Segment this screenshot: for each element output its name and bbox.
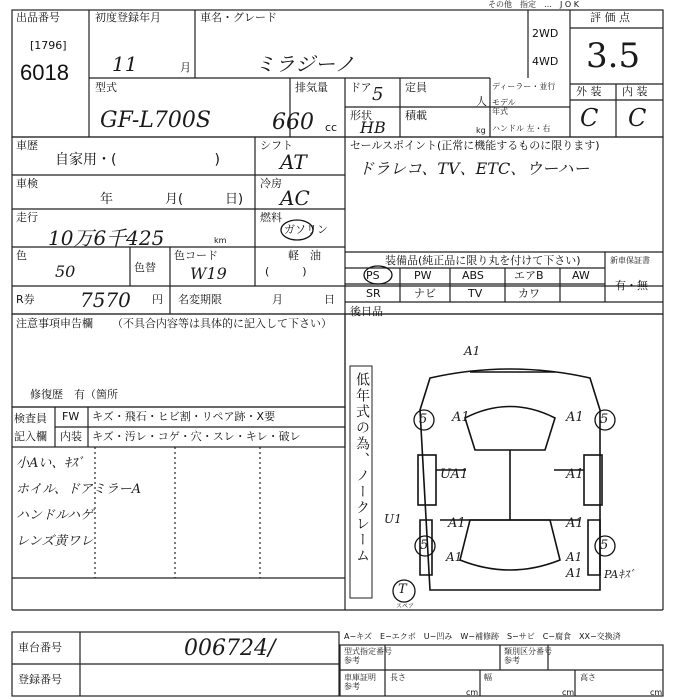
inspection-day: 日) — [225, 192, 244, 207]
notes-sub: （不具合内容等は具体的に記入して下さい） — [112, 317, 332, 330]
equip-abs: ABS — [462, 269, 484, 282]
grade-value: 3.5 — [586, 36, 641, 76]
doors-value: 5 — [372, 84, 384, 105]
name-change-label: 名変期限 — [178, 293, 222, 306]
diagram-mark: 5 — [419, 412, 428, 427]
recycle-label: R券 — [16, 293, 35, 306]
warranty-value: 有・無 — [615, 279, 648, 292]
history-value: 自家用・( ) — [55, 152, 220, 168]
inspector-int-text: キズ・汚レ・コゲ・穴・スレ・キレ・破レ — [92, 430, 301, 443]
inspection-year: 年 — [100, 192, 114, 207]
header-tail: その他 指定 … J O K — [488, 0, 579, 9]
sales-points-label: セールスポイント(正常に機能するものに限ります) — [350, 139, 600, 152]
garage-cert: 車庫証明 参考 — [344, 673, 376, 691]
remark-3: ハンドルハゲ — [16, 508, 94, 523]
inspector-fw: FW — [62, 410, 80, 423]
inspection-month: 月( — [165, 192, 184, 207]
equip-ps: PS — [366, 269, 380, 282]
shape-value: HB — [360, 118, 386, 137]
diagram-mark: 5 — [420, 538, 429, 553]
warranty-label: 新車保証書 — [610, 256, 650, 265]
model-value: GF-L700S — [100, 108, 211, 133]
equip-pw: PW — [414, 269, 432, 282]
displacement-unit: cc — [325, 121, 338, 134]
drive-4wd: 4WD — [532, 55, 559, 68]
model-year-label: モデル 年式 — [492, 98, 516, 116]
capacity-unit: 人 — [476, 95, 487, 108]
lot-number: 6018 — [20, 60, 69, 85]
history-label: 車歴 — [16, 139, 38, 152]
displacement-label: 排気量 — [295, 81, 328, 94]
diagram-mark: A1 — [452, 410, 470, 425]
first-reg-year: 11 — [112, 52, 138, 76]
diagram-mark: 5 — [600, 412, 609, 427]
ac-value: AC — [280, 186, 310, 210]
drive-2wd: 2WD — [532, 27, 559, 40]
cm-unit: cm — [466, 688, 479, 697]
dealer-label: ディーラー・並行 — [492, 82, 556, 91]
shift-value: AT — [280, 150, 307, 174]
inspector-label: 検査員 記入欄 — [14, 412, 47, 443]
mileage-unit: km — [214, 236, 227, 245]
chassis-value: 006724/ — [184, 636, 276, 661]
repair-history: 修復歴 有（箇所 — [30, 388, 118, 401]
diagram-mark: UA1 — [440, 467, 469, 482]
name-change-day: 日 — [324, 293, 335, 306]
cm-unit: cm — [650, 688, 663, 697]
width-label: 幅 — [484, 673, 492, 682]
model-designation: 型式指定番号 参考 — [344, 647, 392, 665]
model-label: 型式 — [95, 81, 117, 94]
inspection-label: 車検 — [16, 177, 38, 190]
diagram-mark: A1 — [566, 410, 584, 425]
load-unit: kg — [476, 126, 486, 135]
fuel-paren: ( ) — [265, 265, 307, 278]
car-name-label: 車名・グレード — [200, 11, 277, 24]
lot-label: 出品番号 — [16, 11, 60, 24]
mileage-value: 10万6千425 — [48, 226, 165, 250]
diagram-mark: U1 — [384, 512, 402, 526]
displacement-value: 660 — [272, 110, 314, 135]
sales-points-value: ドラレコ、TV、ETC、ウーハー — [358, 159, 590, 178]
first-reg-label: 初度登録年月 — [95, 11, 161, 24]
cm-unit: cm — [562, 688, 575, 697]
equipment-label: 装備品(純正品に限り丸を付けて下さい) — [385, 254, 581, 267]
diagram-mark: A1 — [566, 550, 583, 564]
ext-label: 外 装 — [576, 85, 602, 98]
vertical-note: 低年式の為、ノークレーム — [354, 372, 370, 564]
diagram-mark: PAｷｽﾞ — [604, 568, 635, 581]
height-label: 高さ — [580, 673, 596, 682]
diagram-mark: A1 — [566, 566, 583, 580]
chassis-label: 車台番号 — [18, 641, 62, 654]
remark-2: ホイル、ドアミラーA — [16, 482, 141, 497]
diagram-mark: T — [398, 582, 407, 597]
grade-label: 評 価 点 — [590, 11, 630, 24]
diagram-mark: A1 — [446, 550, 463, 564]
color-code-value: W19 — [190, 264, 227, 283]
load-label: 積載 — [405, 109, 427, 122]
shift-label: シフト — [260, 139, 293, 152]
int-value: C — [628, 104, 647, 132]
diagram-mark: 5 — [600, 538, 609, 553]
diagram-mark: A1 — [566, 467, 584, 482]
equip-airbag: エアB — [514, 269, 544, 282]
equip-leather: カワ — [518, 287, 540, 300]
recycle-value: 7570 — [80, 288, 131, 312]
ac-label: 冷房 — [260, 177, 282, 190]
equip-navi: ナビ — [414, 287, 436, 300]
name-change-month: 月 — [272, 293, 283, 306]
color-change-label: 色替 — [134, 261, 156, 274]
fuel-gas: ガソリン — [284, 223, 328, 236]
remark-4: レンズ黄ワレ — [16, 534, 94, 549]
notes-label: 注意事項申告欄 — [16, 317, 93, 330]
remark-1: 小Aい、ｷｽﾞ — [16, 456, 84, 471]
delivery-label: 後日品 — [350, 305, 383, 318]
doors-label: ドア — [350, 81, 372, 94]
diagram-mark: A1 — [464, 344, 481, 358]
car-name-value: ミラジーノ — [255, 52, 355, 76]
color-value: 50 — [55, 262, 76, 281]
color-code-label: 色コード — [174, 249, 218, 262]
lot-sub: [1796] — [30, 39, 67, 52]
legend: A−キズ E−エクボ U−凹み W−補修跡 S−サビ C−腐食 XX−交換済 — [344, 632, 621, 641]
inspector-int: 内装 — [60, 430, 82, 443]
color-label: 色 — [16, 249, 27, 262]
fuel-label: 燃料 — [260, 211, 282, 224]
recycle-unit: 円 — [152, 293, 163, 306]
handle-label: ハンドル 左・右 — [492, 124, 551, 133]
ext-value: C — [580, 104, 599, 132]
mileage-label: 走行 — [16, 211, 38, 224]
inspector-fw-text: キズ・飛石・ヒビ割・リペア跡・X要 — [92, 410, 276, 423]
equip-aw: AW — [572, 269, 590, 282]
int-label: 内 装 — [622, 85, 648, 98]
diagram-mark: A1 — [566, 516, 584, 531]
registration-label: 登録番号 — [18, 673, 62, 686]
spare-label: スペア — [396, 603, 415, 610]
diagram-mark: A1 — [448, 516, 466, 531]
fuel-diesel: 軽 油 — [288, 249, 321, 262]
length-label: 長さ — [390, 673, 406, 682]
capacity-label: 定員 — [405, 81, 427, 94]
first-reg-month: 月 — [180, 61, 191, 74]
equip-sr: SR — [366, 287, 381, 300]
category-number: 類別区分番号 参考 — [504, 647, 552, 665]
equip-tv: TV — [468, 287, 483, 300]
shape-label: 形状 — [350, 109, 372, 122]
